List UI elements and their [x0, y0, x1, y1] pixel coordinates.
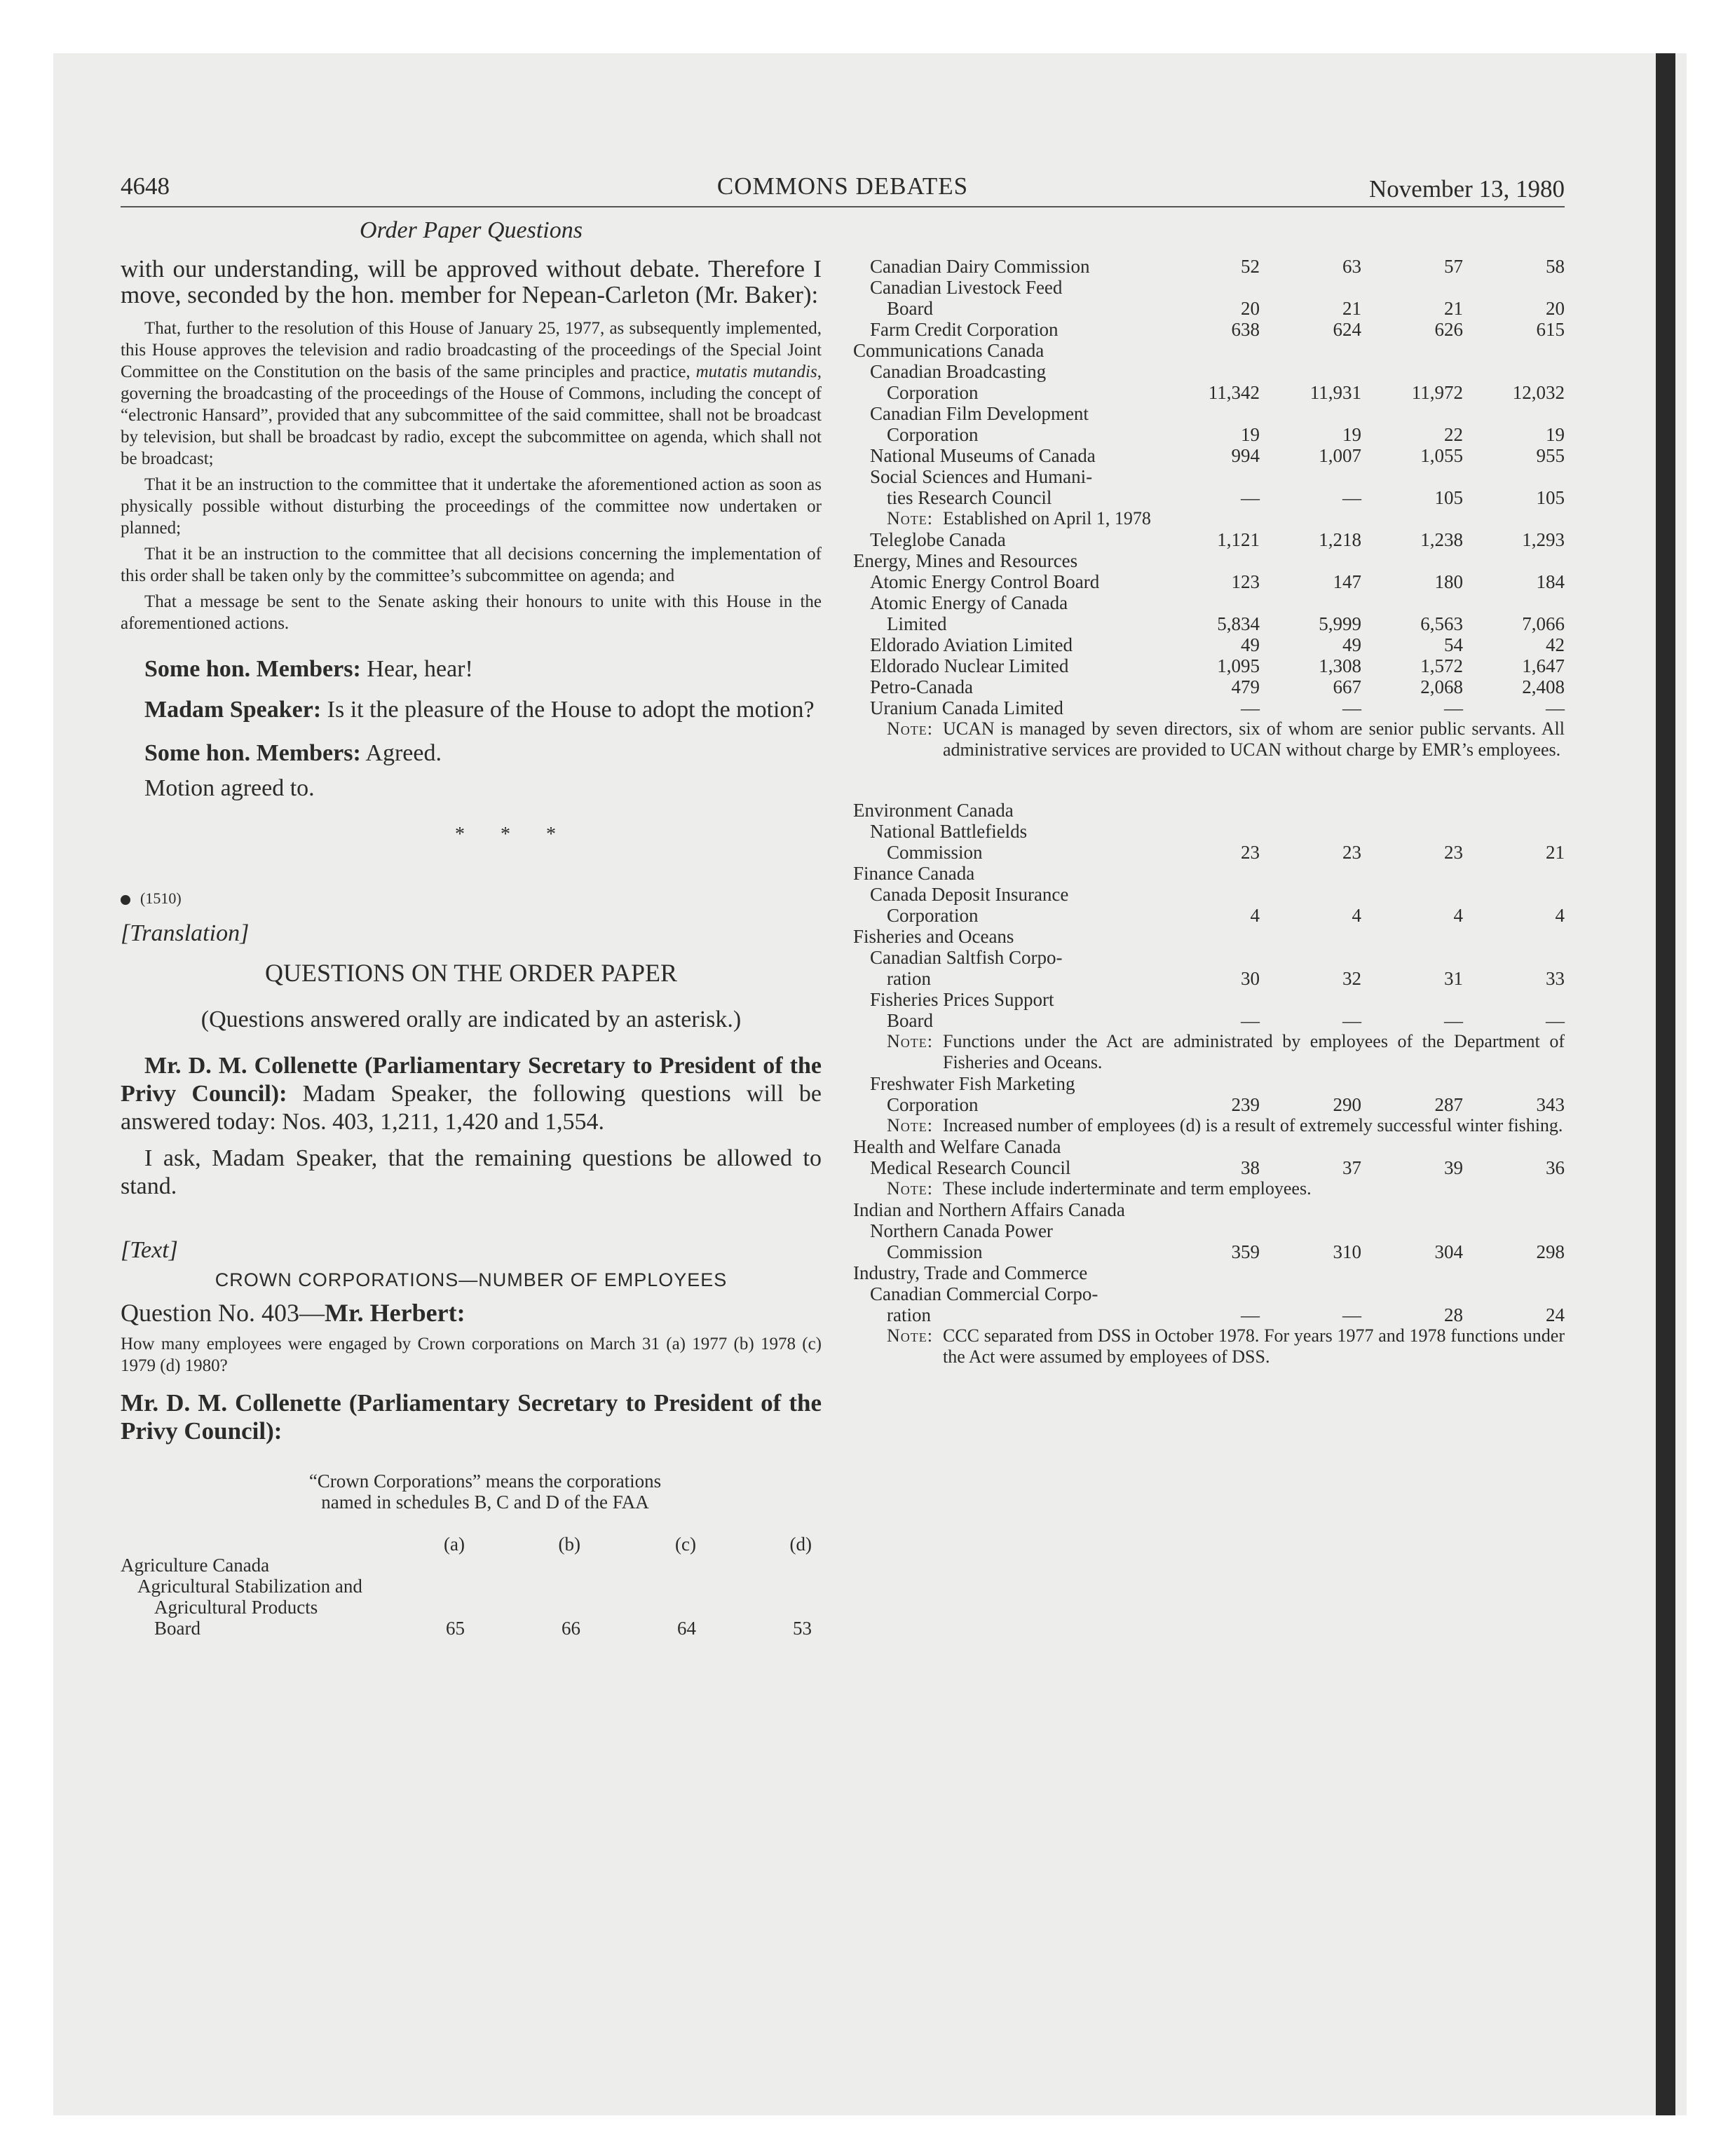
value-d: 58 — [1546, 256, 1565, 277]
note-key: Note: — [887, 1031, 933, 1051]
value-b: — — [1342, 1304, 1361, 1325]
value-d: — — [1546, 697, 1565, 718]
corporation-name-line: Farm Credit Corporation — [870, 319, 1059, 340]
value-b: 49 — [1342, 634, 1361, 655]
value-c: 180 — [1434, 571, 1463, 592]
value-d: 12,032 — [1512, 382, 1565, 403]
motion-latin-phrase: mutatis mutandis — [695, 362, 817, 381]
department-name: Industry, Trade and Commerce — [853, 1262, 1088, 1283]
value-d: 20 — [1546, 298, 1565, 319]
speaker-name: Some hon. Members: — [144, 740, 361, 766]
corporation-row — [853, 1073, 1565, 1115]
translation-tag: [Translation] — [121, 920, 250, 946]
speech-text: Is it the pleasure of the House to adopt the motion? — [321, 697, 815, 723]
corporation-row — [853, 256, 1565, 277]
page-header — [121, 168, 1565, 210]
corporation-name-line: Eldorado Aviation Limited — [870, 634, 1073, 655]
value-a: 479 — [1231, 676, 1260, 697]
corporation-name-line: Corporation — [887, 905, 979, 926]
value-b: 66 — [562, 1618, 580, 1639]
corporation-name — [853, 256, 1158, 277]
note-row — [853, 1031, 1565, 1073]
value-d: 53 — [793, 1618, 812, 1639]
corporation-name-line: National Museums of Canada — [870, 445, 1096, 466]
value-d: — — [1546, 1010, 1565, 1031]
department-row — [853, 550, 1565, 571]
department-row — [853, 1136, 1565, 1157]
corporation-row — [853, 655, 1565, 676]
value-a: 19 — [1241, 424, 1260, 445]
corporation-name — [853, 361, 1158, 403]
note-row — [853, 1115, 1565, 1136]
value-a: 20 — [1241, 298, 1260, 319]
value-c: 28 — [1444, 1304, 1463, 1325]
value-d: 42 — [1546, 634, 1565, 655]
corporation-name-line: Corporation — [887, 424, 979, 445]
corporation-name — [853, 1073, 1158, 1115]
note-body — [853, 1178, 1565, 1199]
question-member: Mr. Herbert: — [325, 1299, 465, 1327]
corporation-row — [853, 445, 1565, 466]
value-b: 23 — [1342, 842, 1361, 863]
speech-madam-speaker — [121, 696, 822, 724]
value-c: 6,563 — [1420, 613, 1463, 634]
corporation-row — [853, 884, 1565, 926]
time-marker — [121, 889, 822, 908]
bullet-icon — [121, 895, 130, 905]
corporation-name-line: Eldorado Nuclear Limited — [870, 655, 1069, 676]
collenette-request: I ask, Madam Speaker, that the remaining questions be allowed to stand. — [121, 1145, 822, 1199]
value-b: 1,007 — [1319, 445, 1361, 466]
value-c: 304 — [1434, 1241, 1463, 1262]
value-a: 994 — [1231, 445, 1260, 466]
corporation-name — [853, 529, 1158, 550]
corporation-row — [853, 947, 1565, 989]
scan-edge-shadow — [1656, 53, 1675, 2115]
corporation-name-line: ties Research Council — [887, 487, 1052, 508]
corporation-name — [853, 884, 1158, 926]
corporation-name-line: ration — [887, 1304, 931, 1325]
department-name: Fisheries and Oceans — [853, 926, 1014, 947]
corporation-name — [853, 634, 1158, 655]
note-body — [853, 1115, 1565, 1136]
value-b: — — [1342, 1010, 1361, 1031]
note-key: Note: — [887, 508, 933, 528]
note-key: Note: — [887, 1115, 933, 1135]
value-a: 5,834 — [1217, 613, 1260, 634]
value-c: 22 — [1444, 424, 1463, 445]
corporation-row — [853, 529, 1565, 550]
value-a: 11,342 — [1208, 382, 1260, 403]
value-b: 147 — [1333, 571, 1361, 592]
value-d: 615 — [1536, 319, 1565, 340]
value-a: 49 — [1241, 634, 1260, 655]
corporation-name — [853, 947, 1158, 989]
corporation-name-line: Board — [887, 1010, 933, 1031]
value-a: 52 — [1241, 256, 1260, 277]
corporation-row — [853, 592, 1565, 634]
employees-table-right — [853, 256, 1565, 1367]
note-row — [853, 1178, 1565, 1199]
motion-agreed: Motion agreed to. — [144, 775, 315, 801]
department-row — [121, 1555, 822, 1576]
publication-title: COMMONS DEBATES — [716, 172, 969, 200]
value-d: 2,408 — [1522, 676, 1565, 697]
corporation-row — [853, 1220, 1565, 1262]
corporation-row — [853, 361, 1565, 403]
corporation-row — [853, 697, 1565, 718]
value-d: 105 — [1536, 487, 1565, 508]
value-c: 1,572 — [1420, 655, 1463, 676]
value-d: 298 — [1536, 1241, 1565, 1262]
value-d: 1,647 — [1522, 655, 1565, 676]
corporation-name-line: Canadian Livestock Feed — [870, 277, 1063, 298]
note — [853, 1325, 1565, 1367]
speaker-name: Madam Speaker: — [144, 697, 322, 723]
corporation-name-line: Canadian Film Development — [870, 403, 1089, 424]
value-d: 21 — [1546, 842, 1565, 863]
corporation-name — [853, 571, 1158, 592]
column-header-a: (a) — [444, 1534, 465, 1555]
value-b: 37 — [1342, 1157, 1361, 1178]
corporation-name — [853, 989, 1158, 1031]
corporation-row — [121, 1576, 822, 1639]
value-b: 63 — [1342, 256, 1361, 277]
column-header-b: (b) — [558, 1534, 580, 1555]
note-body — [853, 508, 1565, 529]
corporation-name — [853, 1283, 1158, 1325]
value-c: — — [1444, 1010, 1463, 1031]
gap-cell — [853, 760, 1565, 800]
section-separator: * * * — [455, 824, 571, 845]
corporation-row — [853, 403, 1565, 445]
right-column — [853, 256, 1565, 1367]
section-gap — [853, 760, 1565, 800]
value-c: 64 — [677, 1618, 696, 1639]
column-header-c: (c) — [675, 1534, 696, 1555]
motion-text: , governing the broadcasting of the proceedings of the House of Commons, including the concept of “electronic Hansard”, provided that any subcommittee of the said committee, shall not be broadcast by television, but shall be broadcast by radio, except the subcommittee on agenda, which shall not be broadcast; — [121, 362, 822, 468]
value-d: 19 — [1546, 424, 1565, 445]
corporation-name-line: Freshwater Fish Marketing — [870, 1073, 1075, 1094]
corporation-name-line: Canadian Dairy Commission — [870, 256, 1090, 277]
value-a: 30 — [1241, 968, 1260, 989]
section-subheader: Order Paper Questions — [360, 217, 583, 243]
value-c: 31 — [1444, 968, 1463, 989]
value-d: 955 — [1536, 445, 1565, 466]
page-number: 4648 — [121, 172, 170, 200]
corporation-row — [853, 821, 1565, 863]
note-row — [853, 508, 1565, 529]
corporation-row — [853, 466, 1565, 508]
corporation-name — [853, 403, 1158, 445]
department-row — [853, 1262, 1565, 1283]
speech-some-members-1 — [121, 655, 822, 683]
corporation-name-line: Northern Canada Power — [870, 1220, 1053, 1241]
value-b: 19 — [1342, 424, 1361, 445]
corporation-name-line: Limited — [887, 613, 947, 634]
value-d: 1,293 — [1522, 529, 1565, 550]
question-number: Question No. 403— — [121, 1299, 325, 1327]
value-d: 184 — [1536, 571, 1565, 592]
corporation-name — [853, 676, 1158, 697]
note-key: Note: — [887, 1178, 933, 1199]
note-key: Note: — [887, 718, 933, 739]
corporation-name-line: Board — [887, 298, 933, 319]
note-body — [853, 718, 1565, 760]
speaker-name: Mr. D. M. Collenette (Parliamentary Secretary to President of the Privy Council): — [121, 1053, 822, 1107]
corporation-name — [121, 1576, 363, 1639]
corporation-name-line: Commission — [887, 842, 983, 863]
value-b: 11,931 — [1309, 382, 1361, 403]
value-b: — — [1342, 487, 1361, 508]
corporation-name-line: National Battlefields — [870, 821, 1028, 842]
speech-some-members-2 — [121, 739, 822, 767]
note-text: Established on April 1, 1978 — [943, 508, 1151, 528]
corporation-name-line: ration — [887, 968, 931, 989]
value-b: 624 — [1333, 319, 1361, 340]
department-row — [853, 340, 1565, 361]
motion-paragraph-1 — [121, 318, 822, 470]
value-c: — — [1444, 697, 1463, 718]
corporation-name-line: Canadian Broadcasting — [870, 361, 1047, 382]
department-row — [853, 863, 1565, 884]
definition-line: “Crown Corporations” means the corporations — [308, 1471, 662, 1492]
value-a: — — [1241, 1304, 1260, 1325]
value-b: 21 — [1342, 298, 1361, 319]
header-rule — [121, 206, 1565, 207]
note-text: Increased number of employees (d) is a result of extremely successful winter fishing. — [943, 1115, 1563, 1135]
department-row — [853, 926, 1565, 947]
page — [121, 168, 1565, 1963]
speaker-name: Some hon. Members: — [144, 656, 361, 682]
value-a: — — [1241, 697, 1260, 718]
value-b: — — [1342, 697, 1361, 718]
corporation-name — [853, 1157, 1158, 1178]
corporation-name-line: Petro-Canada — [870, 676, 973, 697]
note — [853, 1031, 1565, 1073]
value-a: 1,121 — [1217, 529, 1260, 550]
corporation-row — [853, 571, 1565, 592]
value-b: 290 — [1333, 1094, 1361, 1115]
corporation-row — [853, 1283, 1565, 1325]
corporation-name-line: Corporation — [887, 1094, 979, 1115]
corporation-name — [853, 1220, 1158, 1262]
corporation-name — [853, 592, 1158, 634]
value-a: 1,095 — [1217, 655, 1260, 676]
note-text: Functions under the Act are administrated by employees of the Department of Fisheries and Oceans. — [943, 1031, 1565, 1072]
value-c: 105 — [1434, 487, 1463, 508]
corporation-name — [853, 466, 1158, 508]
value-b: 32 — [1342, 968, 1361, 989]
department-name: Health and Welfare Canada — [853, 1136, 1061, 1157]
motion-paragraph-4: That a message be sent to the Senate asking their honours to unite with this House in the aforementioned actions. — [121, 592, 822, 633]
note-text: UCAN is managed by seven directors, six of whom are senior public servants. All administrative services are provided to UCAN without charge by EMR’s employees. — [943, 718, 1565, 760]
column-header-row — [121, 1534, 822, 1555]
department-name: Agriculture Canada — [121, 1555, 270, 1576]
note-row — [853, 1325, 1565, 1367]
corporation-row — [853, 989, 1565, 1031]
value-c: 626 — [1434, 319, 1463, 340]
corporation-name-line: Agricultural Products — [154, 1597, 318, 1618]
left-column — [121, 256, 822, 1639]
value-d: 24 — [1546, 1304, 1565, 1325]
corporation-name — [853, 655, 1158, 676]
value-c: 1,055 — [1420, 445, 1463, 466]
note-text: CCC separated from DSS in October 1978. For years 1977 and 1978 functions under the Act were assumed by employees of DSS. — [943, 1325, 1565, 1367]
note-body — [853, 1031, 1565, 1073]
value-c: 23 — [1444, 842, 1463, 863]
note-key: Note: — [887, 1325, 933, 1346]
speech-text: Madam Speaker, the following questions will be answered today: Nos. 403, 1,211, 1,420 and 1,554. — [121, 1081, 822, 1135]
note-row — [853, 718, 1565, 760]
value-a: 4 — [1250, 905, 1260, 926]
corporation-row — [853, 277, 1565, 319]
corporation-name-line: Canada Deposit Insurance — [870, 884, 1069, 905]
value-a: — — [1241, 487, 1260, 508]
intro-paragraph: with our understanding, will be approved without debate. Therefore I move, seconded by the hon. member for Nepean-Carleton (Mr. Baker): — [121, 255, 822, 308]
note — [853, 508, 1565, 529]
corporation-row — [853, 634, 1565, 655]
value-d: 36 — [1546, 1157, 1565, 1178]
corporation-name-line: Teleglobe Canada — [870, 529, 1006, 550]
corporation-name — [853, 697, 1158, 718]
value-a: 239 — [1231, 1094, 1260, 1115]
value-d: 33 — [1546, 968, 1565, 989]
question-title: CROWN CORPORATIONS—NUMBER OF EMPLOYEES — [215, 1269, 728, 1290]
department-row — [853, 800, 1565, 821]
speech-text: Hear, hear! — [360, 656, 473, 682]
value-c: 21 — [1444, 298, 1463, 319]
heading-note: (Questions answered orally are indicated by an asterisk.) — [200, 1007, 742, 1032]
value-c: 4 — [1453, 905, 1463, 926]
employees-table-left — [121, 1534, 822, 1639]
note — [853, 1178, 1565, 1199]
time-marker-text: (1510) — [140, 889, 182, 907]
value-a: 638 — [1231, 319, 1260, 340]
corporation-row — [853, 1157, 1565, 1178]
value-a: 23 — [1241, 842, 1260, 863]
motion-text: That, further to the resolution of this House of January 25, 1977, as subsequently implemented, this House approves the television and radio broadcasting of the proceedings of the Special Joint Committee on the Constitution on the basis of the same principles and practice, — [121, 319, 822, 381]
corporation-name-line: Medical Research Council — [870, 1157, 1071, 1178]
value-b: 1,308 — [1319, 655, 1361, 676]
collenette-answer-speaker: Mr. D. M. Collenette (Parliamentary Secretary to President of the Privy Council): — [121, 1389, 822, 1445]
crown-definition — [121, 1471, 822, 1513]
value-b: 5,999 — [1319, 613, 1361, 634]
corporation-name-line: Canadian Commercial Corpo- — [870, 1283, 1098, 1304]
value-a: 38 — [1241, 1157, 1260, 1178]
value-c: 1,238 — [1420, 529, 1463, 550]
corporation-name-line: Canadian Saltfish Corpo- — [870, 947, 1063, 968]
department-name: Communications Canada — [853, 340, 1045, 361]
order-paper-heading: QUESTIONS ON THE ORDER PAPER — [264, 959, 678, 987]
corporation-name-line: Uranium Canada Limited — [870, 697, 1063, 718]
value-c: 2,068 — [1420, 676, 1463, 697]
value-c: 11,972 — [1411, 382, 1463, 403]
value-d: 4 — [1555, 905, 1565, 926]
motion-paragraph-2: That it be an instruction to the committee that it undertake the aforementioned action as soon as physically possible without disturbing the proceedings of the committee now undertaken or planned; — [121, 475, 822, 538]
department-name: Finance Canada — [853, 863, 975, 884]
value-c: 39 — [1444, 1157, 1463, 1178]
corporation-name-line: Corporation — [887, 382, 979, 403]
publication-date: November 13, 1980 — [1369, 175, 1565, 203]
value-a: 65 — [446, 1618, 465, 1639]
note-body — [853, 1325, 1565, 1367]
value-d: 343 — [1536, 1094, 1565, 1115]
corporation-name — [853, 821, 1158, 863]
question-text: How many employees were engaged by Crown corporations on March 31 (a) 1977 (b) 1978 (c) 1979 (d) 1980? — [121, 1335, 822, 1375]
corporation-name-line: Atomic Energy Control Board — [870, 571, 1100, 592]
value-a: 359 — [1231, 1241, 1260, 1262]
corporation-name-line: Atomic Energy of Canada — [870, 592, 1068, 613]
department-row — [853, 1199, 1565, 1220]
corporation-name-line: Fisheries Prices Support — [870, 989, 1054, 1010]
corporation-name — [853, 445, 1158, 466]
speech-text: Agreed. — [360, 740, 442, 766]
note — [853, 718, 1565, 760]
value-a: — — [1241, 1010, 1260, 1031]
corporation-name-line: Agricultural Stabilization and — [137, 1576, 362, 1597]
corporation-name-line: Social Sciences and Humani- — [870, 466, 1093, 487]
corporation-name-line: Board — [154, 1618, 200, 1639]
corporation-name-line: Commission — [887, 1241, 983, 1262]
value-b: 667 — [1333, 676, 1361, 697]
department-name: Indian and Northern Affairs Canada — [853, 1199, 1125, 1220]
value-c: 57 — [1444, 256, 1463, 277]
value-d: 7,066 — [1522, 613, 1565, 634]
value-b: 4 — [1352, 905, 1361, 926]
department-name: Energy, Mines and Resources — [853, 550, 1078, 571]
text-tag: [Text] — [121, 1237, 178, 1263]
note — [853, 1115, 1565, 1136]
collenette-statement — [121, 1052, 822, 1136]
question-line — [121, 1298, 822, 1328]
value-c: 54 — [1444, 634, 1463, 655]
corporation-name — [853, 277, 1158, 319]
value-c: 287 — [1434, 1094, 1463, 1115]
motion-paragraph-3: That it be an instruction to the committee that all decisions concerning the implementation of this order shall be taken only by the committee’s subcommittee on agenda; and — [121, 545, 822, 585]
note-text: These include inderterminate and term employees. — [943, 1178, 1312, 1199]
value-b: 310 — [1333, 1241, 1361, 1262]
value-b: 1,218 — [1319, 529, 1361, 550]
corporation-row — [853, 319, 1565, 340]
definition-line: named in schedules B, C and D of the FAA — [321, 1492, 649, 1513]
column-header-d: (d) — [789, 1534, 812, 1555]
corporation-row — [853, 676, 1565, 697]
department-name: Environment Canada — [853, 800, 1014, 821]
value-a: 123 — [1231, 571, 1260, 592]
corporation-name — [853, 319, 1158, 340]
